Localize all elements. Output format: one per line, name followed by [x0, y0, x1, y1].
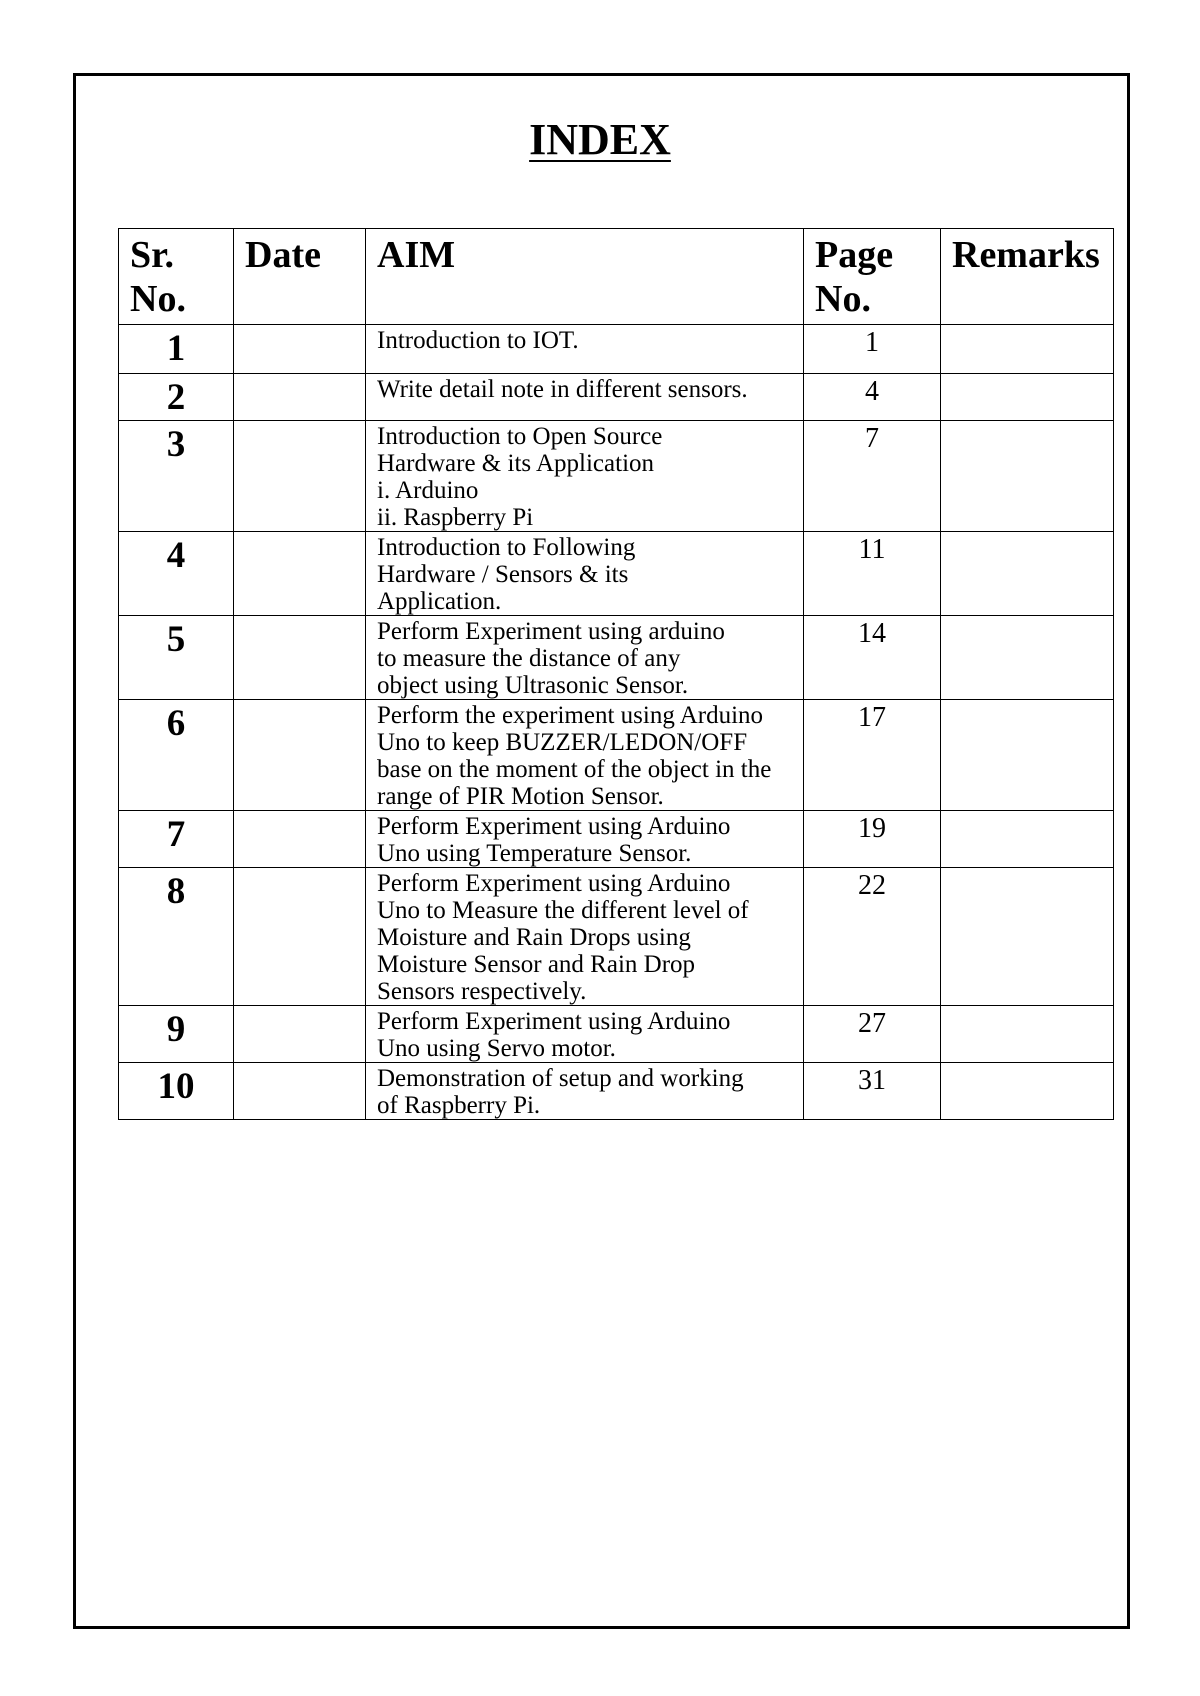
row-date — [234, 421, 366, 532]
table-row — [119, 616, 1114, 700]
row-remarks — [941, 374, 1114, 421]
row-remarks — [941, 421, 1114, 532]
row-date — [234, 374, 366, 421]
row-sr-no: 10 — [119, 1063, 234, 1120]
row-aim: Perform Experiment using Arduino Uno using Servo motor. — [366, 1006, 804, 1063]
index-table — [118, 228, 1114, 1120]
row-date — [234, 325, 366, 374]
row-page-no: 7 — [804, 421, 941, 532]
page-title — [0, 115, 1200, 164]
row-sr-no: 4 — [119, 532, 234, 616]
row-remarks — [941, 811, 1114, 868]
header-remarks: Remarks — [941, 229, 1114, 325]
table-header-row — [119, 229, 1114, 325]
table-row — [119, 532, 1114, 616]
row-sr-no: 1 — [119, 325, 234, 374]
row-remarks — [941, 532, 1114, 616]
row-sr-no: 6 — [119, 700, 234, 811]
row-sr-no: 5 — [119, 616, 234, 700]
row-aim: Introduction to Following Hardware / Sensors & its Application. — [366, 532, 804, 616]
row-page-no: 17 — [804, 700, 941, 811]
row-remarks — [941, 325, 1114, 374]
row-aim: Perform the experiment using Arduino Uno to keep BUZZER/LEDON/OFF base on the moment of the object in the range of PIR Motion Sensor. — [366, 700, 804, 811]
row-page-no: 22 — [804, 868, 941, 1006]
title-text: INDEX — [529, 115, 671, 164]
row-date — [234, 532, 366, 616]
row-aim: Demonstration of setup and working of Raspberry Pi. — [366, 1063, 804, 1120]
row-aim: Perform Experiment using arduino to measure the distance of any object using Ultrasonic Sensor. — [366, 616, 804, 700]
row-date — [234, 1006, 366, 1063]
row-sr-no: 9 — [119, 1006, 234, 1063]
row-date — [234, 868, 366, 1006]
row-sr-no: 2 — [119, 374, 234, 421]
row-date — [234, 700, 366, 811]
row-remarks — [941, 616, 1114, 700]
row-aim: Write detail note in different sensors. — [366, 374, 804, 421]
header-aim: AIM — [366, 229, 804, 325]
row-aim: Introduction to Open Source Hardware & its Application i. Arduino ii. Raspberry Pi — [366, 421, 804, 532]
table-row — [119, 1063, 1114, 1120]
table-row — [119, 700, 1114, 811]
row-remarks — [941, 1006, 1114, 1063]
row-sr-no: 8 — [119, 868, 234, 1006]
table-row — [119, 325, 1114, 374]
header-page-no: Page No. — [804, 229, 941, 325]
row-date — [234, 616, 366, 700]
table-body — [119, 325, 1114, 1120]
row-date — [234, 811, 366, 868]
row-sr-no: 7 — [119, 811, 234, 868]
row-sr-no: 3 — [119, 421, 234, 532]
table-row — [119, 811, 1114, 868]
row-page-no: 27 — [804, 1006, 941, 1063]
row-date — [234, 1063, 366, 1120]
table-row — [119, 1006, 1114, 1063]
row-aim: Perform Experiment using Arduino Uno to Measure the different level of Moisture and Rain Drops using Moisture Sensor and Rain Drop Sensors respectively. — [366, 868, 804, 1006]
row-page-no: 4 — [804, 374, 941, 421]
header-sr-no: Sr. No. — [119, 229, 234, 325]
row-page-no: 1 — [804, 325, 941, 374]
row-page-no: 11 — [804, 532, 941, 616]
row-remarks — [941, 1063, 1114, 1120]
row-aim: Introduction to IOT. — [366, 325, 804, 374]
row-page-no: 31 — [804, 1063, 941, 1120]
table-row — [119, 421, 1114, 532]
header-date: Date — [234, 229, 366, 325]
row-aim: Perform Experiment using Arduino Uno using Temperature Sensor. — [366, 811, 804, 868]
row-page-no: 14 — [804, 616, 941, 700]
row-page-no: 19 — [804, 811, 941, 868]
table-row — [119, 374, 1114, 421]
row-remarks — [941, 868, 1114, 1006]
table-row — [119, 868, 1114, 1006]
row-remarks — [941, 700, 1114, 811]
